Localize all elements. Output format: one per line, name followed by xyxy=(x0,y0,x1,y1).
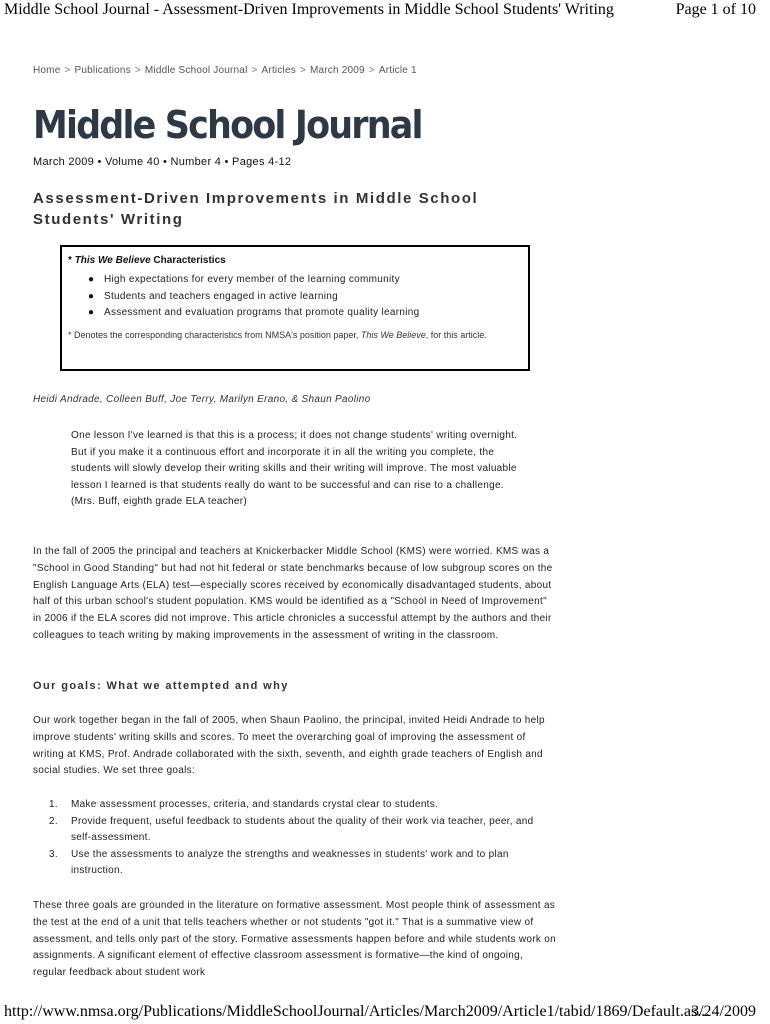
breadcrumb-separator: > xyxy=(64,65,71,76)
print-footer-date: 3/24/2009 xyxy=(691,1003,756,1020)
goal-item xyxy=(33,814,553,847)
breadcrumb-middle-school-journal-link[interactable]: Middle School Journal xyxy=(144,65,248,76)
goals-list xyxy=(33,797,553,880)
breadcrumb-publications-link[interactable]: Publications xyxy=(74,65,131,76)
breadcrumb-separator: > xyxy=(134,65,141,76)
characteristics-note xyxy=(68,327,522,343)
body-paragraph: In the fall of 2005 the principal and teachers at Knickerbacker Middle School (KMS) were worried. KMS was a "School in Good Standing" but had not hit federal or state benchmarks because of low subgroup scores on the English Language Arts (ELA) test—especially scores received by economically disadvantaged students, about half of this urban school's student population. KMS would be identified as a "School in Need of Improvement" in 2006 if the ELA scores did not improve. This article chronicles a successful attempt by the authors and their colleagues to teach writing by making improvements in the assessment of writing in the classroom. xyxy=(33,546,553,641)
goal-text: Provide frequent, useful feedback to students about the quality of their work via teacher, peer, and self-assessment. xyxy=(71,815,534,843)
goal-text: Make assessment processes, criteria, and standards crystal clear to students. xyxy=(71,799,439,810)
characteristics-heading xyxy=(68,255,522,266)
breadcrumb xyxy=(33,65,417,76)
issue-info: March 2009 • Volume 40 • Number 4 • Pages 4-12 xyxy=(33,156,292,168)
print-header xyxy=(0,0,770,22)
opening-quote: One lesson I've learned is that this is a process; it does not change students' writing overnight. But if you make it a continuous effort and incorporate it in all the writing you complete, the students will slowly develop their writing skills and their writing will improve. The most valuable lesson I learned is that students really do want to be successful and can rise to a challenge. (Mrs. Buff, eighth grade ELA teacher) xyxy=(71,430,518,507)
note-book-title: This We Believe xyxy=(360,329,426,340)
goal-text: Use the assessments to analyze the strengths and weaknesses in students' work and to plan instruction. xyxy=(71,848,509,876)
characteristic-item: ● Students and teachers engaged in active learning xyxy=(104,289,522,306)
breadcrumb-articles-link[interactable]: Articles xyxy=(261,65,296,76)
characteristics-list xyxy=(68,272,522,322)
journal-logo: Middle School Journal xyxy=(33,103,422,147)
breadcrumb-march-2009-link[interactable]: March 2009 xyxy=(309,65,365,76)
print-header-page-number: Page 1 of 10 xyxy=(675,1,756,18)
goal-number: 1. xyxy=(49,799,58,810)
characteristic-item: ● High expectations for every member of the learning community xyxy=(104,272,522,289)
print-header-title: Middle School Journal - Assessment-Driven Improvements in Middle School Students' Writing xyxy=(4,1,614,18)
heading-book-title: This We Believe xyxy=(74,255,151,266)
goal-item xyxy=(33,847,553,880)
characteristics-box xyxy=(60,245,530,371)
article-title: Assessment-Driven Improvements in Middle School Students' Writing xyxy=(33,190,479,228)
heading-asterisk: * xyxy=(68,255,72,266)
goal-number: 2. xyxy=(49,815,58,827)
breadcrumb-separator: > xyxy=(368,65,375,76)
print-footer-url: http://www.nmsa.org/Publications/MiddleSchoolJournal/Articles/March2009/Article1/tabid/1869/Default.as... xyxy=(4,1003,710,1020)
section-heading: Our goals: What we attempted and why xyxy=(33,680,289,692)
note-suffix: , for this article. xyxy=(425,329,487,340)
body-paragraph: These three goals are grounded in the literature on formative assessment. Most people think of assessment as the test at the end of a unit that tells teachers whether or not students "got it." That is a summative view of assessment, and tells only part of the story. Formative assessments happen before and while students work on assignments. A significant element of effective classroom assessment is formative—the kind of ongoing, regular feedback about student work xyxy=(33,900,557,979)
body-paragraph: Our work together began in the fall of 2005, when Shaun Paolino, the principal, invited Heidi Andrade to help improve students' writing skills and scores. To meet the overarching goal of improving the assessment of writing at KMS, Prof. Andrade collaborated with the sixth, seventh, and eighth grade teachers of English and social studies. We set three goals: xyxy=(33,715,545,777)
breadcrumb-separator: > xyxy=(251,65,258,76)
goal-number: 3. xyxy=(49,848,58,860)
heading-rest: Characteristics xyxy=(150,255,226,266)
breadcrumb-home-link[interactable]: Home xyxy=(33,65,61,76)
characteristic-item: ● Assessment and evaluation programs that promote quality learning xyxy=(104,305,522,322)
goal-item xyxy=(33,797,553,814)
article-authors: Heidi Andrade, Colleen Buff, Joe Terry, Marilyn Erano, & Shaun Paolino xyxy=(33,394,371,405)
breadcrumb-separator: > xyxy=(299,65,306,76)
note-asterisk: * xyxy=(68,329,72,340)
print-footer xyxy=(0,1003,770,1023)
note-prefix: Denotes the corresponding characteristics from NMSA's position paper, xyxy=(74,329,361,340)
breadcrumb-current-article: Article 1 xyxy=(378,65,417,76)
